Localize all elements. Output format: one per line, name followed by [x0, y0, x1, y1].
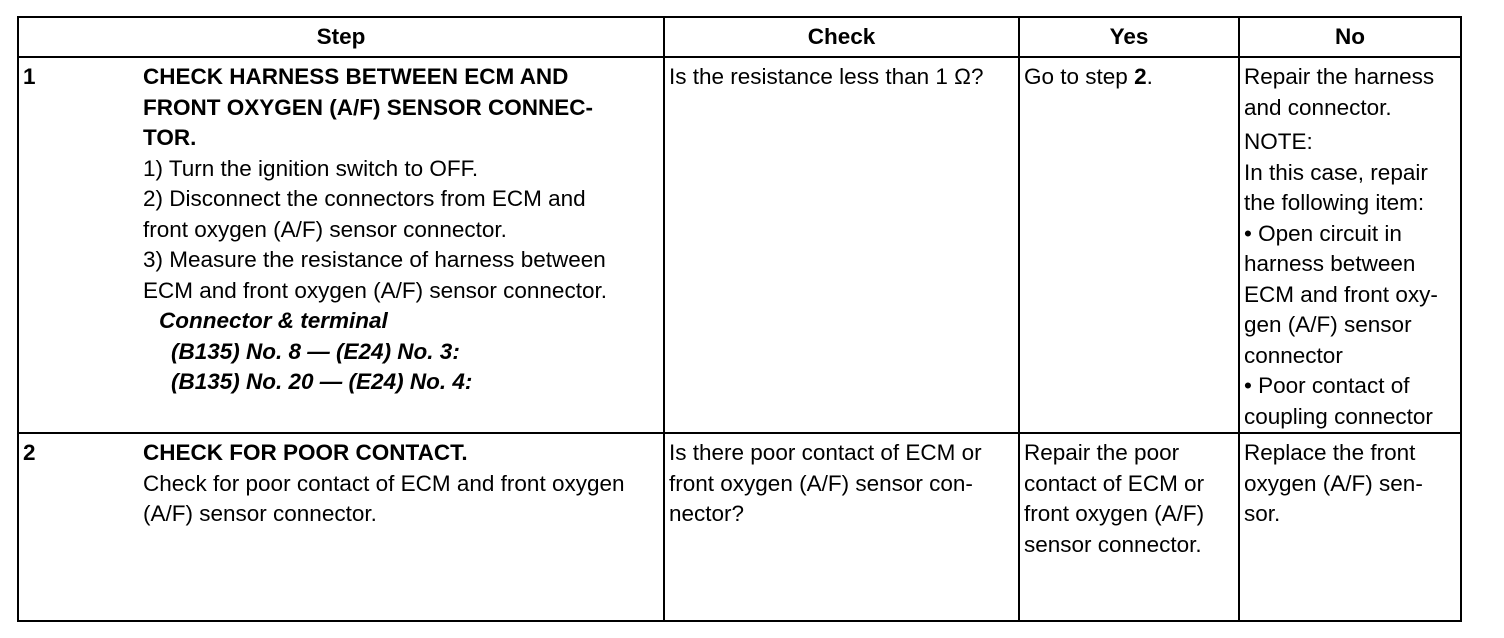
no-action-line: Repair the harness [1244, 64, 1435, 89]
no-cell [1239, 433, 1461, 621]
note-line: gen (A/F) sensor [1244, 312, 1412, 337]
check-line: nector? [669, 501, 745, 526]
check-line: Is there poor contact of ECM or [669, 440, 982, 465]
note-line: coupling connector [1244, 403, 1433, 429]
step-number: 2 [23, 440, 36, 465]
check-cell [664, 57, 1019, 433]
step-number: 1 [23, 64, 36, 89]
note-line: • Open circuit in [1244, 220, 1402, 246]
note-line: ECM and front oxy- [1244, 281, 1438, 307]
step-cell [18, 433, 664, 621]
step-title: CHECK FOR POOR CONTACT. [143, 440, 468, 465]
table-row [18, 433, 1461, 621]
instruction-line: (A/F) sensor connector. [143, 501, 377, 526]
table-row [18, 57, 1461, 433]
step-cell [18, 57, 664, 433]
no-line: oxygen (A/F) sen- [1244, 470, 1423, 496]
note-line: connector [1244, 342, 1343, 368]
step-title-line: CHECK HARNESS BETWEEN ECM AND [143, 64, 569, 89]
instruction-line: Check for poor contact of ECM and front oxygen [143, 470, 625, 496]
no-cell [1239, 57, 1461, 433]
yes-line: contact of ECM or [1024, 470, 1205, 496]
note-label: NOTE: [1244, 129, 1313, 154]
no-line: Replace the front [1244, 440, 1416, 465]
note-line: • Poor contact of [1244, 373, 1410, 398]
spec-item: (B135) No. 20 — (E24) No. 4: [171, 369, 473, 394]
step-title-line: FRONT OXYGEN (A/F) SENSOR CONNEC- [143, 94, 594, 120]
instruction-line: 3) Measure the resistance of harness between [143, 247, 606, 272]
header-no: No [1239, 17, 1461, 57]
instruction-line: 2) Disconnect the connectors from ECM and [143, 186, 586, 211]
yes-cell [1019, 57, 1239, 433]
note-line: harness between [1244, 251, 1416, 276]
header-step: Step [18, 17, 664, 57]
instruction-line: front oxygen (A/F) sensor connector. [143, 216, 507, 242]
check-line: front oxygen (A/F) sensor con- [669, 470, 973, 496]
yes-line: Repair the poor [1024, 440, 1180, 465]
yes-line: sensor connector. [1024, 531, 1202, 557]
note-line: In this case, repair [1244, 159, 1428, 185]
spec-heading: Connector & terminal [159, 308, 388, 333]
header-check: Check [664, 17, 1019, 57]
spec-item: (B135) No. 8 — (E24) No. 3: [171, 338, 460, 364]
no-action-line: and connector. [1244, 94, 1392, 120]
check-question: Is the resistance less than 1 Ω? [669, 64, 984, 89]
yes-action: Go to step 2. [1024, 64, 1153, 89]
step-title-line: TOR. [143, 125, 197, 150]
yes-line: front oxygen (A/F) [1024, 501, 1205, 526]
check-cell [664, 433, 1019, 621]
header-row [18, 17, 1461, 57]
header-yes: Yes [1019, 17, 1239, 57]
diagnostic-table [17, 16, 1462, 622]
note-line: the following item: [1244, 190, 1425, 215]
no-line: sor. [1244, 501, 1281, 526]
instruction-line: ECM and front oxygen (A/F) sensor connector. [143, 277, 607, 303]
instruction-line: 1) Turn the ignition switch to OFF. [143, 155, 479, 181]
yes-cell [1019, 433, 1239, 621]
step-reference: 2 [1134, 64, 1147, 89]
